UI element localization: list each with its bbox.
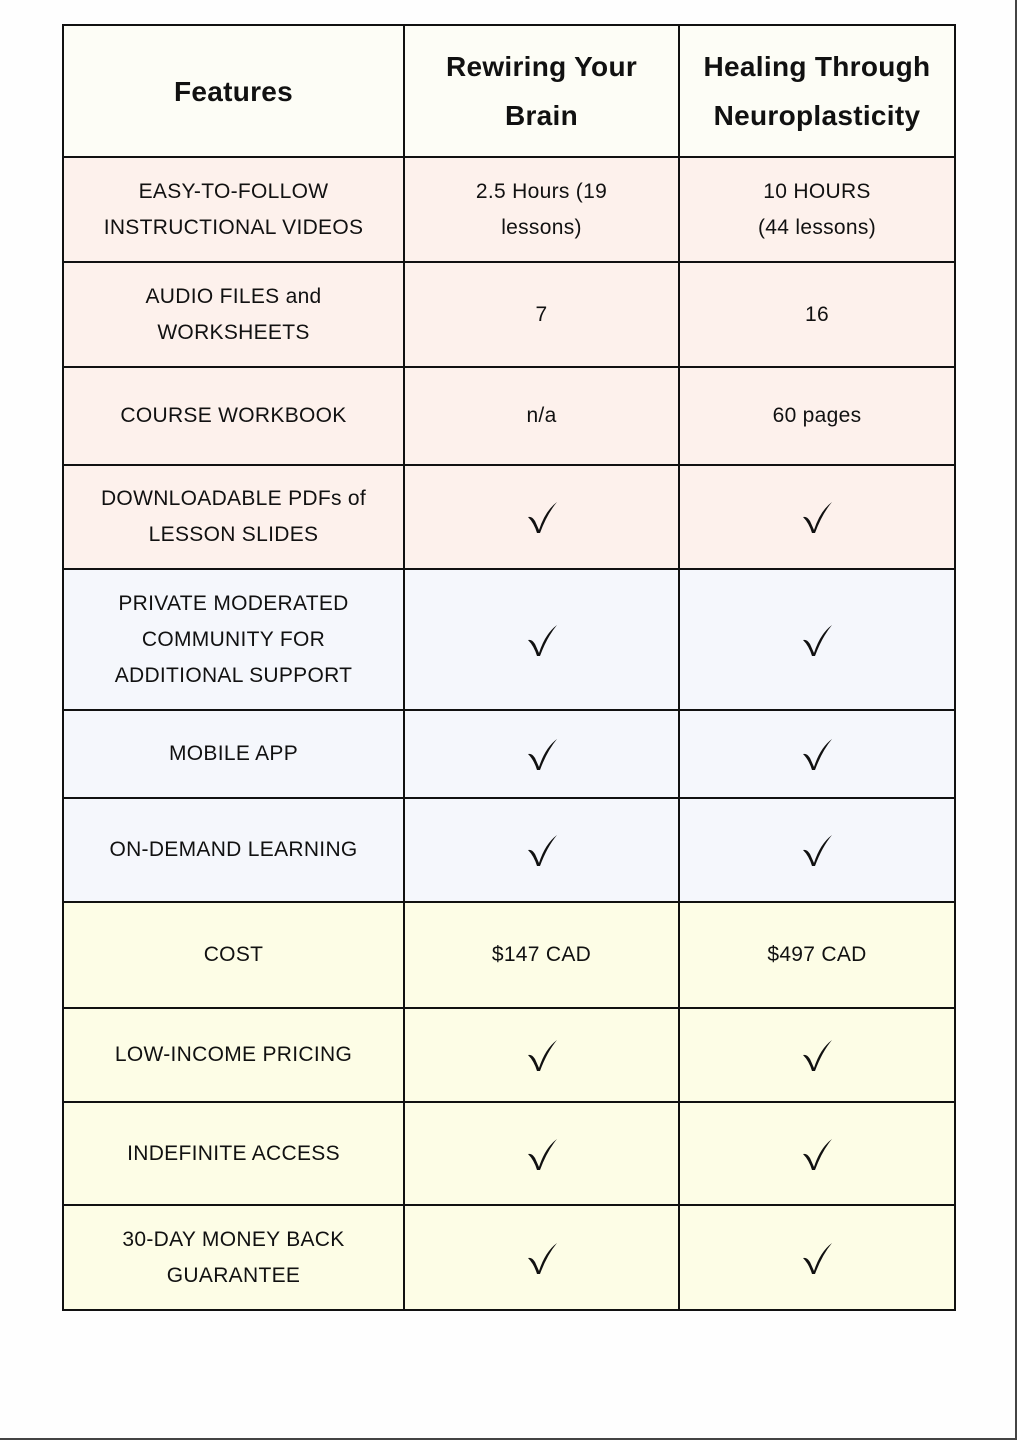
header-rewiring-your-brain	[404, 25, 679, 157]
healing-through-neuroplasticity-cell	[679, 262, 955, 367]
cell-value: 7	[535, 302, 548, 326]
header-features	[63, 25, 404, 157]
feature-cell	[63, 902, 404, 1008]
table-row	[63, 710, 955, 798]
cell-value: 10 HOURS (44 lessons)	[758, 179, 876, 239]
checkmark-icon	[800, 838, 834, 861]
cell-value: 16	[805, 302, 829, 326]
feature-cell	[63, 569, 404, 710]
rewiring-your-brain-cell	[404, 1102, 679, 1205]
table-row	[63, 1102, 955, 1205]
feature-label: LOW-INCOME PRICING	[114, 1043, 353, 1066]
table-row	[63, 465, 955, 569]
feature-label: INDEFINITE ACCESS	[127, 1141, 340, 1165]
table-row	[63, 1205, 955, 1310]
checkmark-icon	[800, 627, 834, 650]
healing-through-neuroplasticity-cell	[679, 1102, 955, 1205]
checkmark-icon	[525, 1141, 559, 1164]
checkmark-icon	[800, 1245, 834, 1268]
header-label: Rewiring Your Brain	[445, 51, 638, 131]
rewiring-your-brain-cell	[404, 569, 679, 710]
cell-value: $147 CAD	[491, 943, 592, 966]
cell-value: 2.5 Hours (19 lessons)	[475, 179, 608, 239]
feature-label: DOWNLOADABLE PDFs of LESSON SLIDES	[100, 487, 367, 546]
rewiring-your-brain-cell	[404, 710, 679, 798]
header-row	[63, 25, 955, 157]
rewiring-your-brain-cell	[404, 1008, 679, 1102]
healing-through-neuroplasticity-cell	[679, 569, 955, 710]
feature-cell	[63, 367, 404, 465]
feature-label: COST	[203, 943, 264, 966]
feature-cell	[63, 262, 404, 367]
rewiring-your-brain-cell	[404, 798, 679, 902]
feature-cell	[63, 1102, 404, 1205]
checkmark-icon	[800, 1043, 834, 1066]
feature-cell	[63, 710, 404, 798]
healing-through-neuroplasticity-cell	[679, 902, 955, 1008]
rewiring-your-brain-cell	[404, 367, 679, 465]
checkmark-icon	[800, 742, 834, 765]
table-row	[63, 569, 955, 710]
checkmark-icon	[525, 505, 559, 528]
healing-through-neuroplasticity-cell	[679, 798, 955, 902]
header-healing-through-neuroplasticity	[679, 25, 955, 157]
checkmark-icon	[525, 627, 559, 650]
table-row	[63, 1008, 955, 1102]
table-row	[63, 262, 955, 367]
header-label: Healing Through Neuroplasticity	[703, 51, 931, 131]
table-row	[63, 798, 955, 902]
checkmark-icon	[525, 838, 559, 861]
checkmark-icon	[525, 1043, 559, 1066]
feature-label: MOBILE APP	[168, 742, 299, 765]
feature-cell	[63, 157, 404, 262]
healing-through-neuroplasticity-cell	[679, 1008, 955, 1102]
feature-cell	[63, 1205, 404, 1310]
checkmark-icon	[525, 1245, 559, 1268]
table-row	[63, 367, 955, 465]
rewiring-your-brain-cell	[404, 465, 679, 569]
healing-through-neuroplasticity-cell	[679, 367, 955, 465]
checkmark-icon	[800, 1141, 834, 1164]
header-label: Features	[173, 75, 294, 107]
rewiring-your-brain-cell	[404, 262, 679, 367]
checkmark-icon	[800, 505, 834, 528]
checkmark-icon	[525, 742, 559, 765]
feature-cell	[63, 798, 404, 902]
healing-through-neuroplasticity-cell	[679, 465, 955, 569]
rewiring-your-brain-cell	[404, 157, 679, 262]
feature-label: AUDIO FILES and WORKSHEETS	[145, 284, 322, 344]
feature-label: PRIVATE MODERATED COMMUNITY FOR ADDITIONAL SUPPORT	[114, 591, 353, 687]
cell-value: $497 CAD	[767, 943, 867, 966]
feature-label: COURSE WORKBOOK	[120, 404, 347, 427]
table-row	[63, 157, 955, 262]
healing-through-neuroplasticity-cell	[679, 157, 955, 262]
cell-value: n/a	[526, 404, 557, 427]
feature-label: EASY-TO-FOLLOW INSTRUCTIONAL VIDEOS	[103, 179, 364, 239]
comparison-table	[62, 24, 956, 1311]
feature-label: 30-DAY MONEY BACK GUARANTEE	[122, 1227, 345, 1287]
rewiring-your-brain-cell	[404, 1205, 679, 1310]
feature-cell	[63, 465, 404, 569]
feature-label: ON-DEMAND LEARNING	[109, 838, 358, 861]
feature-cell	[63, 1008, 404, 1102]
table-row	[63, 902, 955, 1008]
rewiring-your-brain-cell	[404, 902, 679, 1008]
cell-value: 60 pages	[772, 404, 862, 427]
healing-through-neuroplasticity-cell	[679, 1205, 955, 1310]
healing-through-neuroplasticity-cell	[679, 710, 955, 798]
